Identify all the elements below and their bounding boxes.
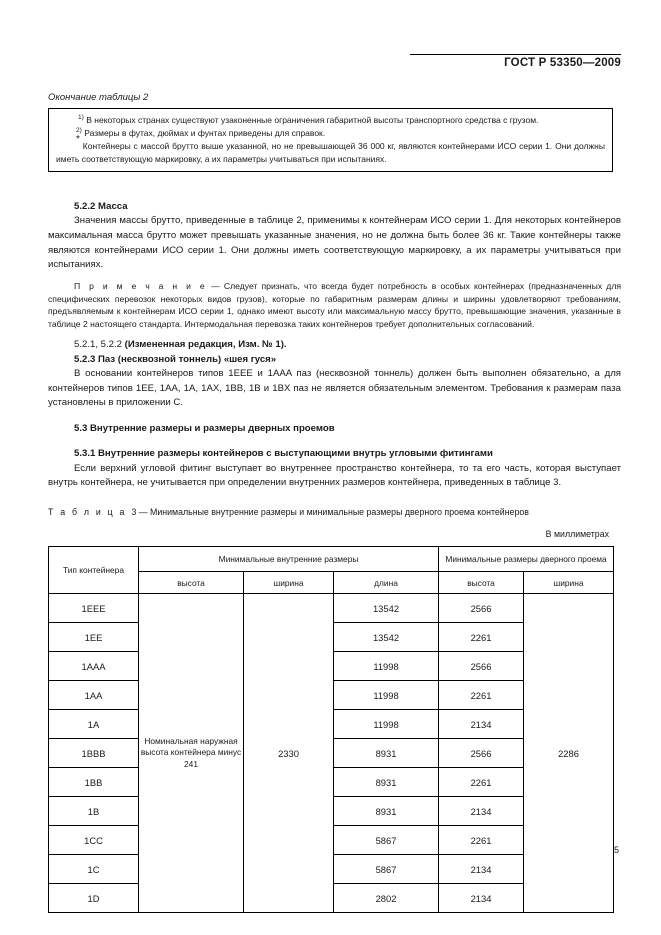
table3-caption-text: — Минимальные внутренние размеры и минимальные размеры дверного проема контейнеров <box>138 506 529 517</box>
spacer <box>48 273 621 280</box>
cell-door-width-merged: 2286 <box>524 594 614 913</box>
cell-container-type: 1AAA <box>49 652 139 681</box>
cell-internal-length: 11998 <box>334 710 439 739</box>
cell-door-height: 2566 <box>439 594 524 623</box>
table3-caption-number: 3 <box>131 506 137 517</box>
cell-door-height: 2566 <box>439 652 524 681</box>
cell-door-height: 2134 <box>439 884 524 913</box>
header-rule <box>410 54 621 55</box>
revision-prefix: 5.2.1, 5.2.2 <box>74 339 125 351</box>
cell-internal-length: 11998 <box>334 652 439 681</box>
footnote-marker-2: 2) <box>76 127 82 135</box>
cell-door-height: 2261 <box>439 826 524 855</box>
cell-door-height: 2261 <box>439 768 524 797</box>
section-heading-5-2-3: 5.2.3 Паз (несквозной тоннель) «шея гуся» <box>74 353 277 365</box>
cell-container-type: 1CC <box>49 826 139 855</box>
primechanie-paragraph <box>48 280 621 332</box>
table3-caption <box>48 506 621 518</box>
cell-door-height: 2261 <box>439 623 524 652</box>
table-row <box>49 594 614 623</box>
cell-container-type: 1EE <box>49 623 139 652</box>
section-heading-5-3: 5.3 Внутренние размеры и размеры дверных проемов <box>74 422 335 434</box>
header-internal-width: ширина <box>244 572 334 594</box>
cell-container-type: 1BB <box>49 768 139 797</box>
revision-bold-text: (Измененная редакция, Изм. № 1). <box>124 339 287 351</box>
note-item-3 <box>56 133 605 166</box>
cell-door-height: 2566 <box>439 739 524 768</box>
cell-container-type: 1B <box>49 797 139 826</box>
table3-caption-label: Т а б л и ц а <box>48 506 127 517</box>
spacer <box>48 491 621 506</box>
cell-internal-length: 13542 <box>334 594 439 623</box>
header-door-height: высота <box>439 572 524 594</box>
footnote-marker-1: 1) <box>78 114 84 122</box>
note-item-1 <box>56 114 605 127</box>
spacer <box>48 411 621 422</box>
standard-identifier: ГОСТ Р 53350—2009 <box>504 57 621 69</box>
section-5-2-1-5-2-2-revision <box>48 338 621 352</box>
cell-container-type: 1A <box>49 710 139 739</box>
cell-internal-length: 5867 <box>334 855 439 884</box>
primechanie-label: П р и м е ч а н и е <box>74 280 208 291</box>
note-text-1: В некоторых странах существуют узаконенные ограничения габаритной высоты транспортного средства с грузом. <box>86 115 539 125</box>
footnote-marker-asterisk: * <box>76 133 80 145</box>
cell-container-type: 1AA <box>49 681 139 710</box>
table3-minimum-dimensions <box>48 546 614 913</box>
section-paragraph-5-2-2: Значения массы брутто, приведенные в таблице 2, применимы к контейнерам ИСО серии 1. Для некоторых контейнеров максимальная масса брутто может превышать указанные значения, но не должна быть более 36 кг. Такие контейнеры также являются контейнерами ИСО серии 1. Они должны иметь соответствующую маркировку, а их параметры учитываться при испытаниях. <box>48 215 621 271</box>
cell-internal-length: 13542 <box>334 623 439 652</box>
header-group-door-opening: Минимальные размеры дверного проема <box>439 547 614 572</box>
table-header-row-groups <box>49 547 614 572</box>
cell-container-type: 1EEE <box>49 594 139 623</box>
section-heading-5-2-2: 5.2.2 Масса <box>74 201 128 212</box>
header-internal-length: длина <box>334 572 439 594</box>
cell-internal-length: 11998 <box>334 681 439 710</box>
section-heading-5-3-1: 5.3.1 Внутренние размеры контейнеров с выступающими внутрь угловыми фитингами <box>74 448 493 460</box>
cell-container-type: 1D <box>49 884 139 913</box>
cell-internal-length: 8931 <box>334 768 439 797</box>
note-item-2 <box>56 127 605 140</box>
cell-door-height: 2134 <box>439 797 524 826</box>
table3-units-label: В миллиметрах <box>545 529 609 540</box>
cell-door-height: 2261 <box>439 681 524 710</box>
header-group-internal-dimensions: Минимальные внутренние размеры <box>139 547 439 572</box>
cell-internal-height-merged: Номинальная наружная высота контейнера минус 241 <box>139 594 244 913</box>
spacer <box>48 436 621 447</box>
cell-door-height: 2134 <box>439 710 524 739</box>
spacer <box>48 518 621 529</box>
cell-container-type: 1C <box>49 855 139 884</box>
table2-notes-box <box>48 108 613 172</box>
cell-internal-length: 2802 <box>334 884 439 913</box>
section-paragraph-5-2-3: В основании контейнеров типов 1EEE и 1AAA паз (несквозной тоннель) должен быть выполнен обязательно, а для контейнеров типов 1EE, 1AA, 1A, 1AX, 1BB, 1B и 1BX паз не является обязательным элементом. Требования к размерам паза установлены в приложении С. <box>48 368 621 409</box>
body-content <box>48 200 621 913</box>
header-container-type: Тип контейнера <box>49 547 139 594</box>
page-number: 5 <box>613 845 619 855</box>
cell-internal-length: 5867 <box>334 826 439 855</box>
note-text-2: Размеры в футах, дюймах и фунтах приведены для справок. <box>84 127 326 138</box>
header-internal-height: высота <box>139 572 244 594</box>
header-door-width: ширина <box>524 572 614 594</box>
table3-head <box>49 547 614 594</box>
spacer <box>48 331 621 338</box>
cell-container-type: 1BBB <box>49 739 139 768</box>
cell-internal-length: 8931 <box>334 797 439 826</box>
table3-body <box>49 594 614 913</box>
primechanie-body: — Следует признать, что всегда будет потребность в особых контейнерах (предназначенных для специфических перевозок некоторых видов грузов), которые по габаритным размерам длины и ширины удовлетворяют требованиям, предъявляемым к контейнерам ИСО серии 1, однако имеют высоту или максимальную массу брутто, превышающие значения, указанные в таблице 2 настоящего стандарта. Интермодальная перевозка таких контейнеров требует дополнительных согласований. <box>48 280 621 330</box>
cell-door-height: 2134 <box>439 855 524 884</box>
section-paragraph-5-3-1: Если верхний угловой фитинг выступает во внутреннее пространство контейнера, то та его часть, которая выступает внутрь контейнера, не учитывается при определении внутренних размеров контейнера, приведенных в таблице 3. <box>48 462 621 489</box>
spacer <box>48 539 621 546</box>
cell-internal-length: 8931 <box>334 739 439 768</box>
cell-internal-width-merged: 2330 <box>244 594 334 913</box>
table-continuation-caption: Окончание таблицы 2 <box>48 92 149 103</box>
note-text-3: Контейнеры с массой брутто выше указанной, но не превышающей 36 000 кг, являются контейнерами ИСО серии 1. Они должны иметь соответствующую маркировку, а их параметры учитываться при испытаниях. <box>56 140 605 164</box>
